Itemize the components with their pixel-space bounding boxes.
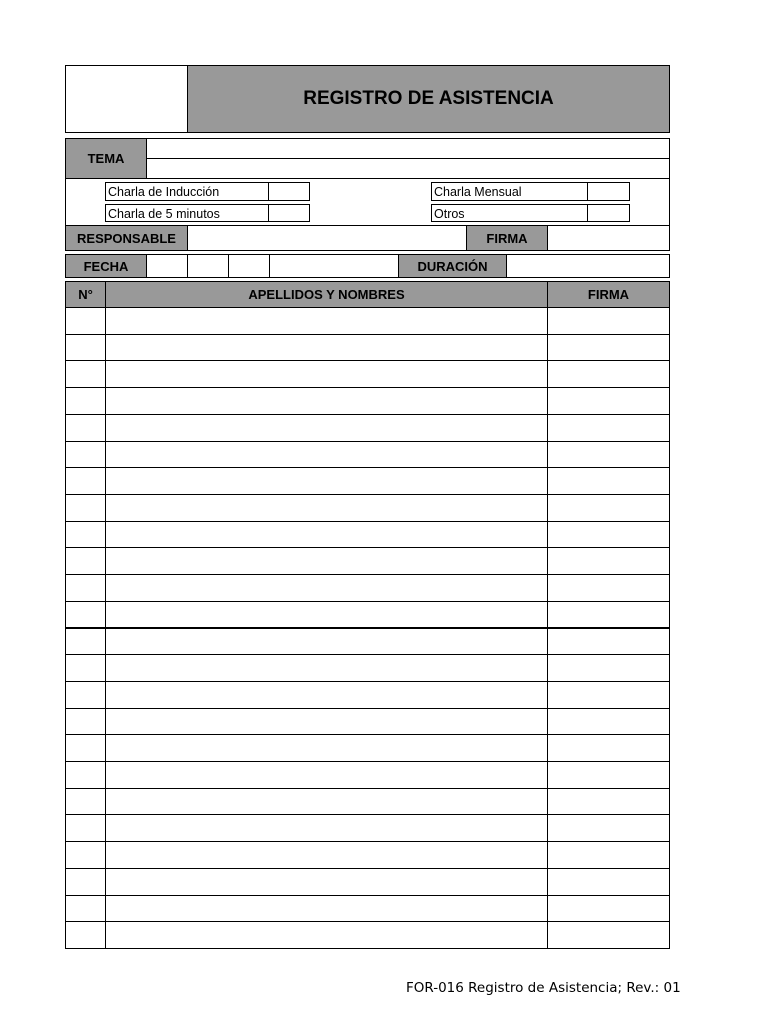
row-firma-cell[interactable] (547, 921, 670, 949)
option-cinco-minutos-checkbox[interactable] (268, 204, 310, 222)
row-name-cell[interactable] (105, 414, 548, 442)
header-firma-cell (547, 281, 670, 308)
row-name-cell[interactable] (105, 307, 548, 335)
row-firma-cell[interactable] (547, 654, 670, 682)
row-number-cell[interactable] (65, 681, 106, 709)
row-number-cell[interactable] (65, 895, 106, 923)
row-name-cell[interactable] (105, 628, 548, 656)
row-number-cell[interactable] (65, 574, 106, 602)
table-row (65, 387, 670, 415)
row-number-cell[interactable] (65, 521, 106, 549)
table-row (65, 761, 670, 789)
row-firma-cell[interactable] (547, 414, 670, 442)
table-row (65, 441, 670, 469)
row-number-cell[interactable] (65, 467, 106, 495)
row-name-cell[interactable] (105, 360, 548, 388)
table-row (65, 734, 670, 762)
table-row (65, 841, 670, 869)
attendance-table-body (65, 307, 670, 948)
table-row (65, 895, 670, 923)
table-row (65, 467, 670, 495)
table-row (65, 628, 670, 656)
header-firma: FIRMA (587, 287, 630, 302)
document-title-cell (187, 65, 670, 133)
row-number-cell[interactable] (65, 654, 106, 682)
row-number-cell[interactable] (65, 628, 106, 656)
row-number-cell[interactable] (65, 360, 106, 388)
row-name-cell[interactable] (105, 574, 548, 602)
row-name-cell[interactable] (105, 547, 548, 575)
row-number-cell[interactable] (65, 761, 106, 789)
row-firma-cell[interactable] (547, 895, 670, 923)
row-name-cell[interactable] (105, 814, 548, 842)
row-firma-cell[interactable] (547, 494, 670, 522)
fecha-label-cell (65, 254, 147, 278)
option-otros-checkbox[interactable] (587, 204, 630, 222)
row-firma-cell[interactable] (547, 734, 670, 762)
row-name-cell[interactable] (105, 387, 548, 415)
row-number-cell[interactable] (65, 841, 106, 869)
row-number-cell[interactable] (65, 307, 106, 335)
row-name-cell[interactable] (105, 788, 548, 816)
row-firma-cell[interactable] (547, 574, 670, 602)
row-firma-cell[interactable] (547, 601, 670, 629)
fecha-extra-cell (269, 254, 399, 278)
row-firma-cell[interactable] (547, 814, 670, 842)
row-name-cell[interactable] (105, 734, 548, 762)
row-number-cell[interactable] (65, 788, 106, 816)
responsable-label: RESPONSABLE (77, 230, 176, 246)
option-otros-label: Otros (431, 204, 588, 222)
tema-input-line-2[interactable] (146, 158, 670, 179)
option-cinco-minutos-label: Charla de 5 minutos (105, 204, 269, 222)
row-name-cell[interactable] (105, 921, 548, 949)
row-number-cell[interactable] (65, 414, 106, 442)
fecha-label: FECHA (83, 258, 129, 274)
footer-document-code: FOR-016 Registro de Asistencia; Rev.: 01 (406, 980, 681, 996)
header-number: N° (78, 287, 93, 302)
row-number-cell[interactable] (65, 387, 106, 415)
table-row (65, 521, 670, 549)
row-firma-cell[interactable] (547, 788, 670, 816)
duracion-label: DURACIÓN (417, 258, 488, 274)
row-firma-cell[interactable] (547, 868, 670, 896)
table-row (65, 414, 670, 442)
row-number-cell[interactable] (65, 868, 106, 896)
row-firma-cell[interactable] (547, 334, 670, 362)
table-row (65, 334, 670, 362)
fecha-month-input[interactable] (187, 254, 229, 278)
row-firma-cell[interactable] (547, 307, 670, 335)
row-name-cell[interactable] (105, 681, 548, 709)
row-name-cell[interactable] (105, 841, 548, 869)
row-firma-cell[interactable] (547, 761, 670, 789)
row-firma-cell[interactable] (547, 628, 670, 656)
row-number-cell[interactable] (65, 734, 106, 762)
table-row (65, 547, 670, 575)
tema-input-line-1[interactable] (146, 138, 670, 159)
table-row (65, 360, 670, 388)
row-firma-cell[interactable] (547, 387, 670, 415)
option-mensual-checkbox[interactable] (587, 182, 630, 201)
row-number-cell[interactable] (65, 441, 106, 469)
header-names: APELLIDOS Y NOMBRES (248, 287, 405, 302)
option-induccion-checkbox[interactable] (268, 182, 310, 201)
row-name-cell[interactable] (105, 868, 548, 896)
tema-label: TEMA (87, 151, 125, 166)
row-number-cell[interactable] (65, 814, 106, 842)
responsable-firma-input[interactable] (547, 225, 670, 251)
table-row (65, 681, 670, 709)
row-number-cell[interactable] (65, 334, 106, 362)
row-firma-cell[interactable] (547, 681, 670, 709)
responsable-input[interactable] (187, 225, 467, 251)
header-names-cell (105, 281, 548, 308)
fecha-year-input[interactable] (228, 254, 270, 278)
row-firma-cell[interactable] (547, 708, 670, 736)
row-name-cell[interactable] (105, 521, 548, 549)
table-row (65, 494, 670, 522)
table-row (65, 788, 670, 816)
responsable-label-cell (65, 225, 188, 251)
table-row (65, 921, 670, 949)
row-firma-cell[interactable] (547, 547, 670, 575)
header-number-cell (65, 281, 106, 308)
row-number-cell[interactable] (65, 547, 106, 575)
duracion-input[interactable] (506, 254, 670, 278)
row-name-cell[interactable] (105, 761, 548, 789)
table-row (65, 307, 670, 335)
tema-label-cell (65, 138, 147, 179)
row-firma-cell[interactable] (547, 841, 670, 869)
row-name-cell[interactable] (105, 601, 548, 629)
row-number-cell[interactable] (65, 494, 106, 522)
row-name-cell[interactable] (105, 467, 548, 495)
row-name-cell[interactable] (105, 494, 548, 522)
firma-label: FIRMA (486, 230, 528, 246)
row-name-cell[interactable] (105, 654, 548, 682)
row-firma-cell[interactable] (547, 360, 670, 388)
logo-box (65, 65, 188, 133)
duracion-label-cell (398, 254, 507, 278)
table-row (65, 814, 670, 842)
row-firma-cell[interactable] (547, 521, 670, 549)
table-row (65, 574, 670, 602)
fecha-day-input[interactable] (146, 254, 188, 278)
table-row (65, 868, 670, 896)
option-induccion-label: Charla de Inducción (105, 182, 269, 201)
table-row (65, 601, 670, 629)
document-title: REGISTRO DE ASISTENCIA (303, 88, 554, 109)
row-name-cell[interactable] (105, 708, 548, 736)
row-number-cell[interactable] (65, 601, 106, 629)
row-firma-cell[interactable] (547, 441, 670, 469)
table-row (65, 708, 670, 736)
row-number-cell[interactable] (65, 708, 106, 736)
row-name-cell[interactable] (105, 334, 548, 362)
row-number-cell[interactable] (65, 921, 106, 949)
table-row (65, 654, 670, 682)
row-name-cell[interactable] (105, 441, 548, 469)
row-name-cell[interactable] (105, 895, 548, 923)
row-firma-cell[interactable] (547, 467, 670, 495)
firma-label-cell (466, 225, 548, 251)
option-mensual-label: Charla Mensual (431, 182, 588, 201)
